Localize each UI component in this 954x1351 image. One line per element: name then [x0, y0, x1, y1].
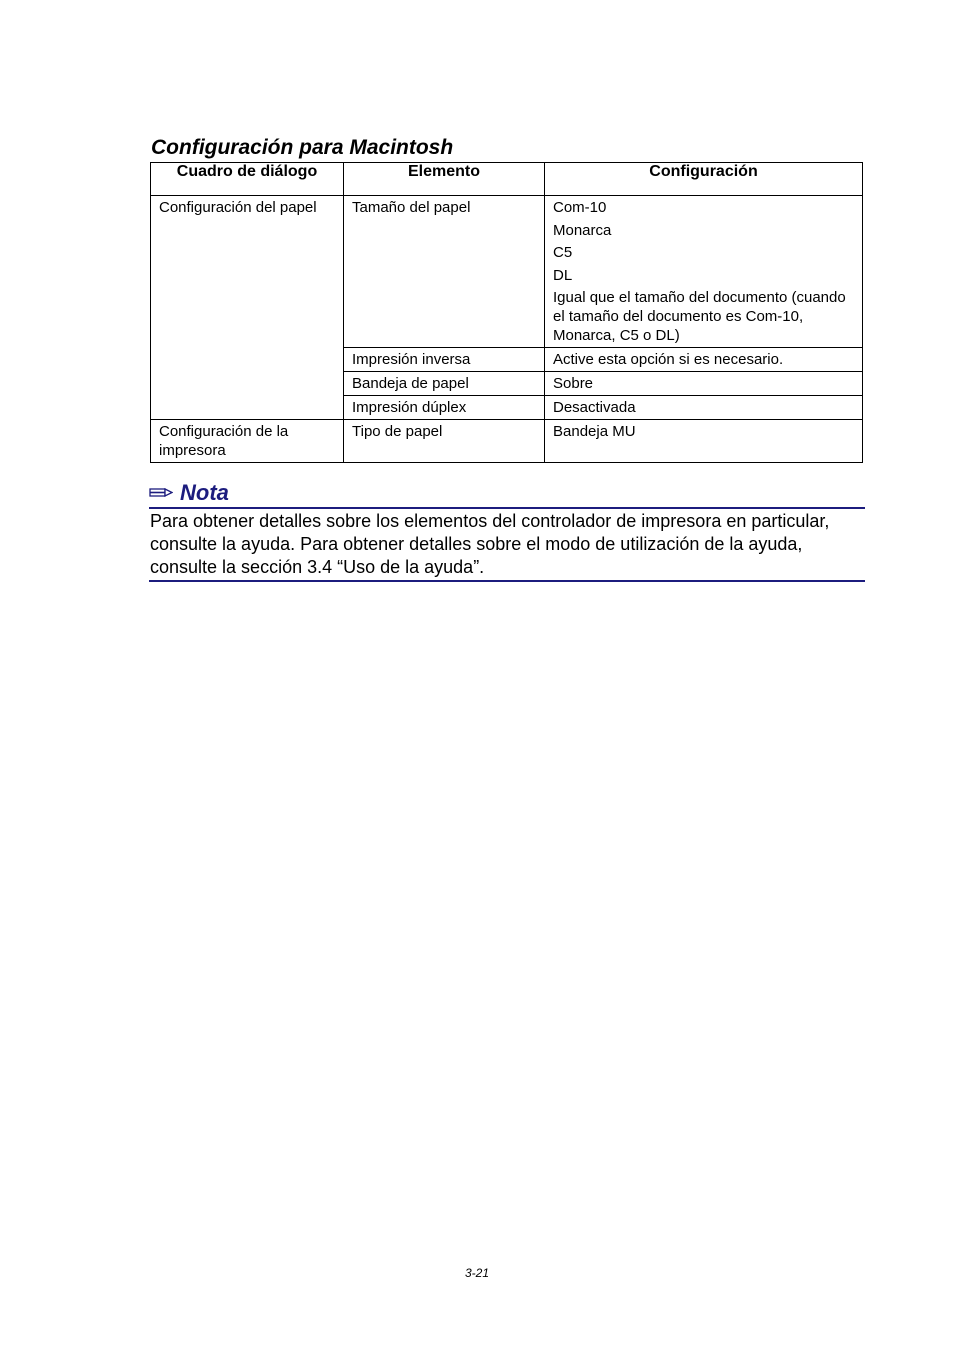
setting-cell: Sobre [545, 372, 863, 396]
setting-cell: Active esta opción si es necesario. [545, 348, 863, 372]
note-header [149, 479, 865, 509]
table-row [151, 420, 863, 463]
option-item: Igual que el tamaño del documento (cuando el tamaño del documento es Com-10, Monarca, C5 o DL) [553, 289, 846, 344]
setting-cell: Bandeja MU [545, 420, 863, 463]
option-item: Monarca [553, 221, 612, 239]
table-header-row [151, 163, 863, 196]
pencil-icon [149, 487, 173, 498]
option-item: Com-10 [553, 199, 607, 216]
header-setting: Configuración [545, 163, 863, 196]
page-number: 3-21 [464, 1266, 490, 1280]
setting-cell [545, 196, 863, 348]
header-item: Elemento [344, 163, 545, 196]
paper-size-options [553, 198, 854, 345]
dialog-cell: Configuración del papel [151, 196, 344, 420]
note-title: Nota [180, 480, 229, 505]
note-body: Para obtener detalles sobre los elementos del controlador de impresora en particular, consulte la ayuda. Para obtener detalles sobre el modo de utilización de la ayuda, consulte la sección 3.4 “Uso de la ayuda”. [150, 511, 830, 577]
section-title: Configuración para Macintosh [151, 136, 454, 159]
item-cell: Tipo de papel [344, 420, 545, 463]
option-item: C5 [553, 244, 573, 261]
item-cell: Impresión dúplex [344, 396, 545, 420]
setting-cell: Desactivada [545, 396, 863, 420]
item-cell: Impresión inversa [344, 348, 545, 372]
option-item: DL [553, 266, 573, 284]
item-cell: Tamaño del papel [344, 196, 545, 348]
settings-table [150, 162, 863, 463]
dialog-cell: Configuración de la impresora [151, 420, 344, 463]
item-cell: Bandeja de papel [344, 372, 545, 396]
note-bottom-rule [149, 580, 865, 582]
table-row [151, 196, 863, 348]
header-dialog: Cuadro de diálogo [151, 163, 344, 196]
